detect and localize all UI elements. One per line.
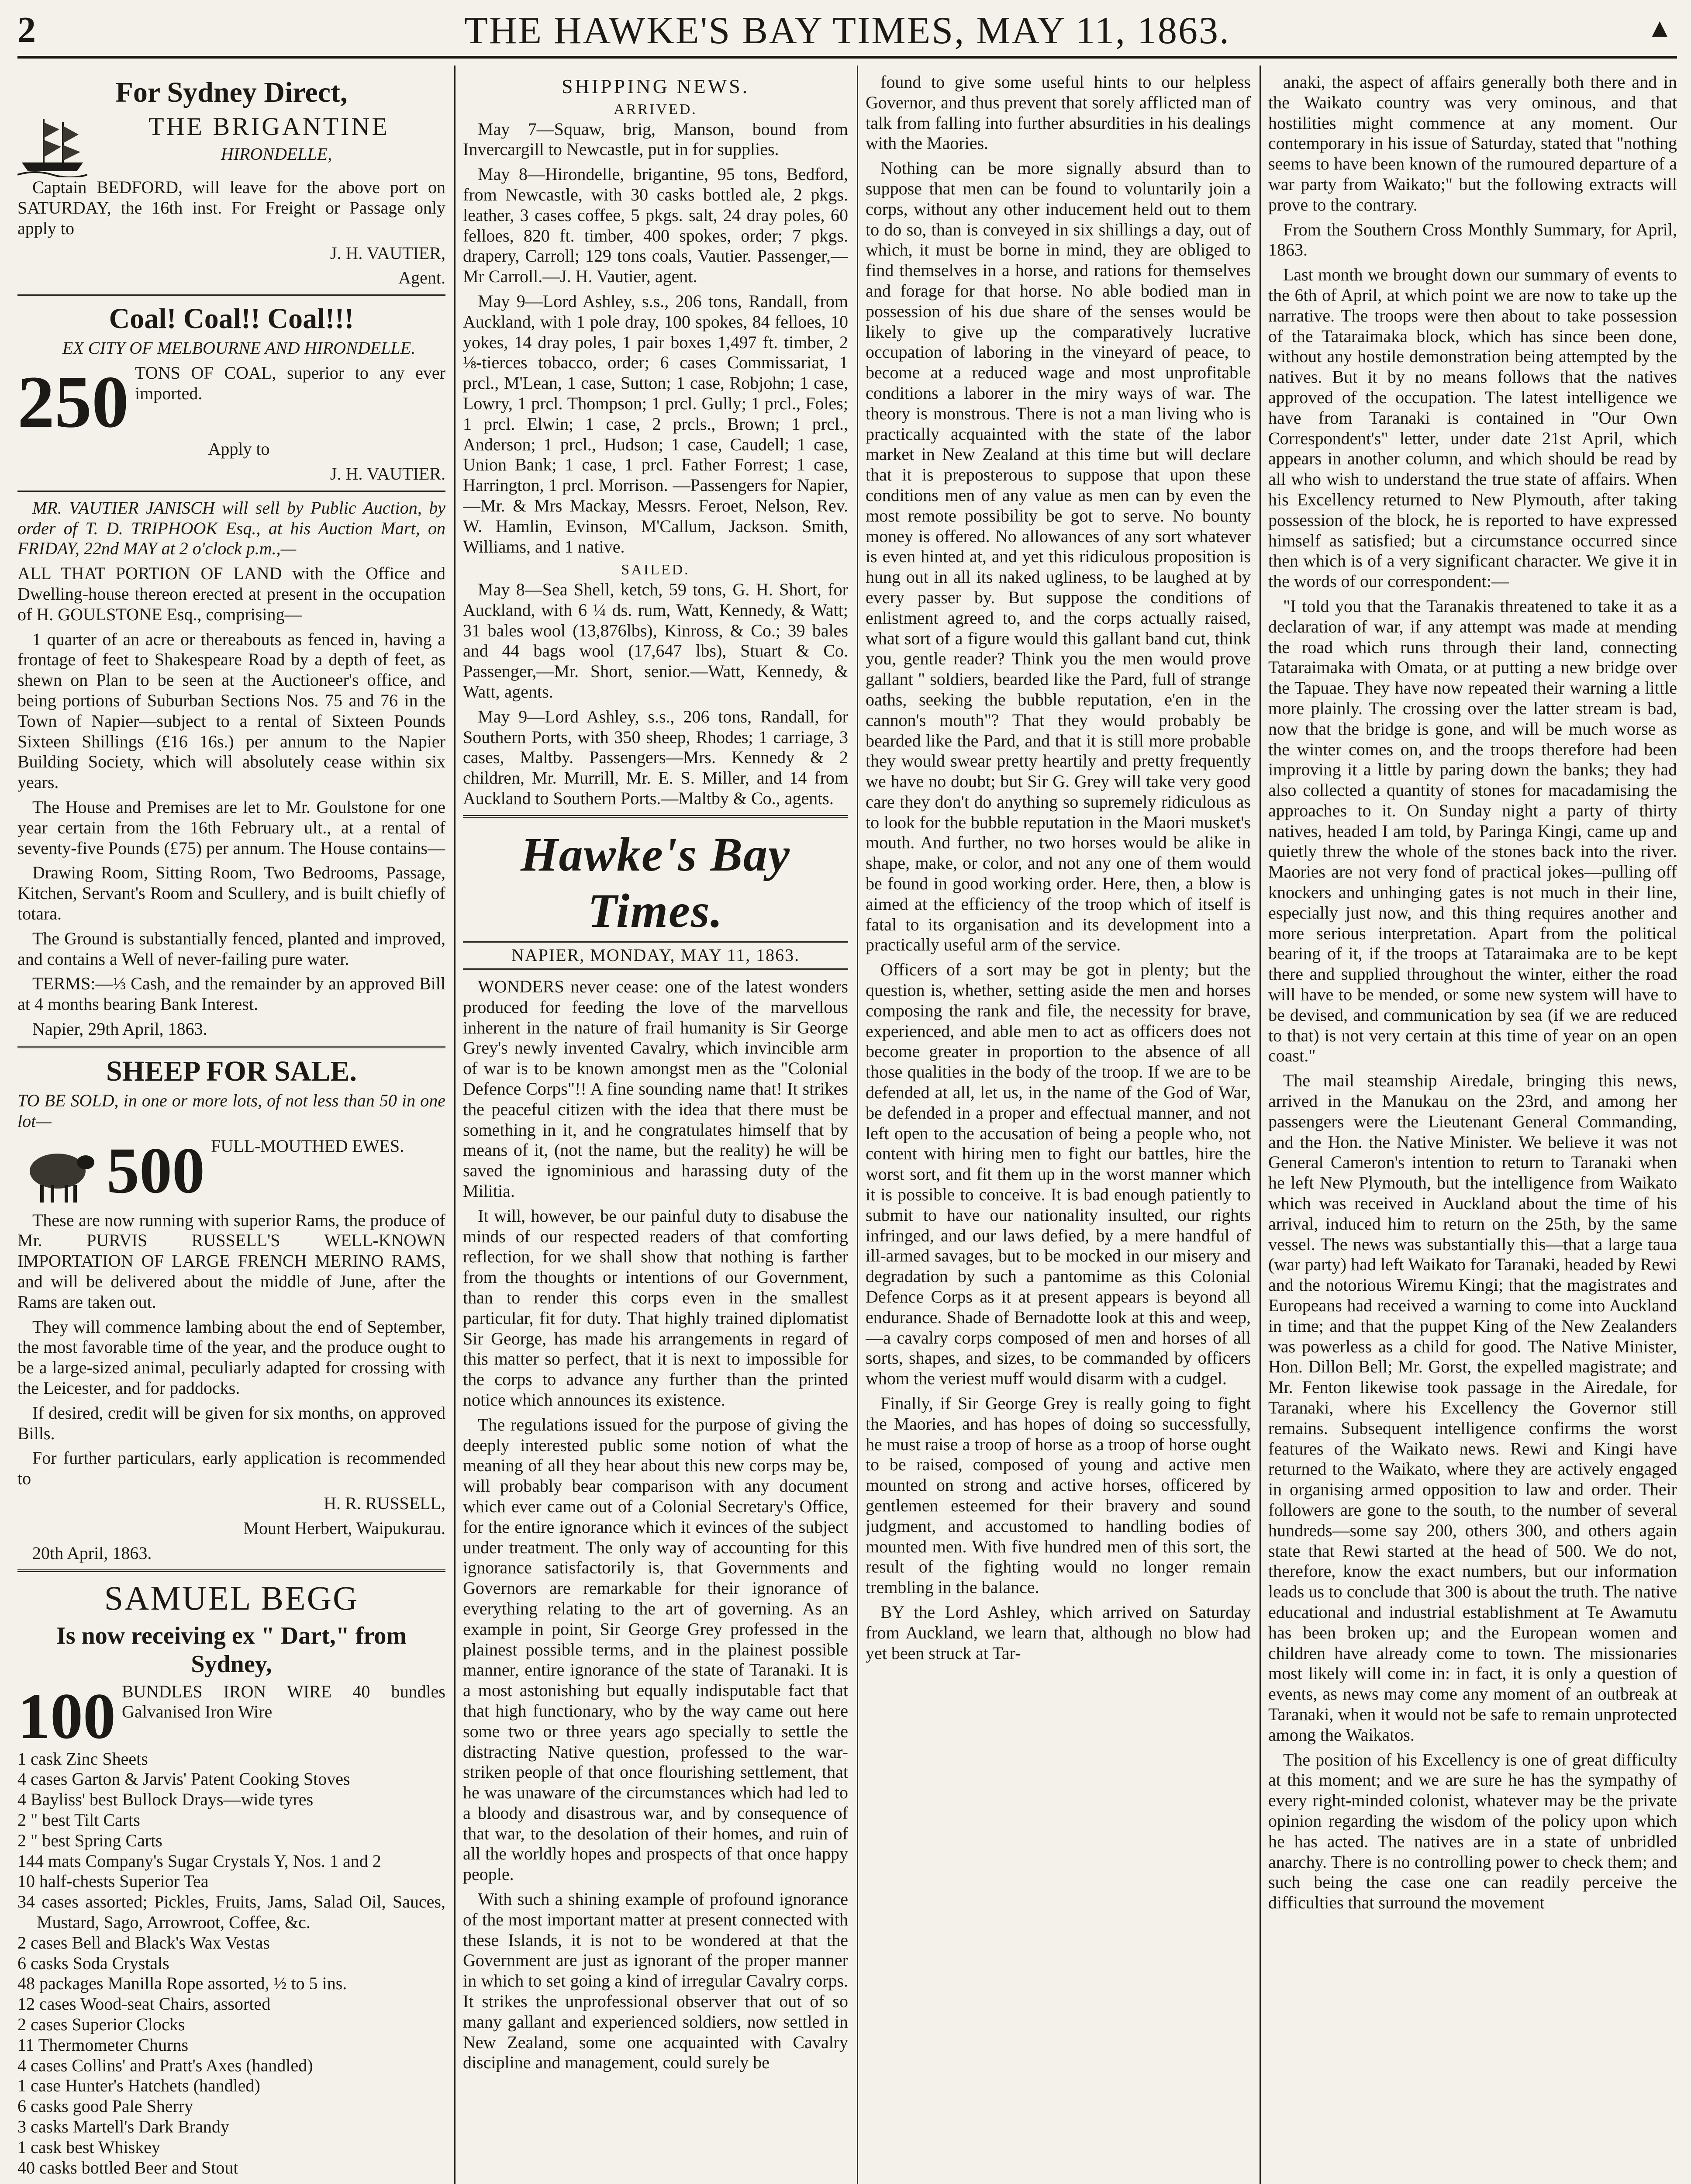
editorial-paragraph: Finally, if Sir George Grey is really going to fight the Maories, and has hopes of doing so successfully, he must raise a troop of horse as a troop of horse ought to be raised, composed of young and active men mounted on strong and active horses, officered by gentlemen esteemed for their bravery and sound judgment, and accustomed to handling bodies of mounted men. With five hundred men of this sort, the result of the fighting would no longer remain trembling in the balance.: [866, 1393, 1251, 1597]
goods-item: 1 cask best Whiskey: [17, 2137, 160, 2157]
sheep-icon: [17, 1136, 100, 1210]
apply-to: Apply to: [208, 439, 270, 459]
shipping-news-heading: SHIPPING NEWS.: [561, 75, 750, 97]
goods-item: 12 cases Wood-seat Chairs, assorted: [17, 1994, 271, 2014]
column-advertisements: [17, 72, 445, 2184]
goods-item: 4 Bayliss' best Bullock Drays—wide tyres: [17, 1790, 314, 1810]
masthead: Hawke's Bay Times.: [521, 827, 790, 937]
editorial-paragraph: Nothing can be more signally absurd than to suppose that men can be found to voluntarily join a corps, without any other inducement held out to them to do so, than is conveyed in six shillings a day, out of which, it must be borne in mind, they are obliged to find themselves in a horse, and rations for themselves and forage for that horse. No able bodied man in possession of his due share of the senses would be likely to give up the comparatively lucrative occupation of laboring in the vineyard of peace, to become at a reduced wage and most unprofitable conditions a laborer in the miry ways of war. The theory is monstrous. There is not a man living who is practically acquainted with the state of the labor market in New Zealand at this time but will declare that it is preposterous to suppose that upon these conditions men of any value as men can by even the most remote possibility be got to serve. No bounty money is offered. No allowances of any sort whatever is even hinted at, and yet this ridiculous proposition is hung out in all its naked ugliness, to be laughed at by every passer by. But suppose the conditions of enlistment agreed to, and the corps actually raised, what sort of a figure would this gallant band cut, think you, gentle reader? Think you the men would prove gallant " soldiers, bearded like the Pard, full of strange oaths, seeking the bubble reputation, e'en in the cannon's mouth"? That they would probably be bearded like the Pard, and that it is still more probable they would swear pretty heartily and pretty frequently we have no doubt; but Sir G. Grey will take very good care they don't do anything so supremely ridiculous as to look for the bubble reputation in the Maori musket's mouth. And further, no two horses would be alike in shape, make, or color, and not any one of them would be found in good working order. Here, then, a blow is aimed at the efficiency of the troop which of itself is fatal to its organisation and its development into a practically useful arm of the service.: [866, 158, 1251, 955]
seller-name: H. R. RUSSELL,: [324, 1493, 445, 1513]
land-terms: TERMS:—⅓ Cash, and the remainder by an approved Bill at 4 months bearing Bank Interest.: [17, 974, 445, 1014]
editorial-dateline: NAPIER, MONDAY, MAY 11, 1863.: [463, 941, 848, 970]
goods-item: 48 packages Manilla Rope assorted, ½ to 5 ins.: [17, 1973, 347, 1994]
sheep-paragraph: If desired, credit will be given for six months, on approved Bills.: [17, 1403, 445, 1443]
auction-notice: MR. VAUTIER JANISCH will sell by Public Auction, by order of T. D. TRIPHOOK Esq., at his Auction Mart, on FRIDAY, 22nd MAY at 2 o'clock p.m.,—: [17, 498, 445, 559]
goods-item: 1 cask Zinc Sheets: [17, 1749, 148, 1769]
goods-item: 6 casks good Pale Sherry: [17, 2096, 193, 2116]
page-number: 2: [17, 10, 36, 50]
departures-list: [463, 580, 848, 809]
editorial-paragraph: The regulations issued for the purpose of giving the deeply interested public some notion of what the meaning of all they hear about this new corps may be, will probably bear comparison with any document which ever came out of a Colonial Secretary's Office, for the entire ignorance which it evinces of the subject under treatment. The only way of accounting for this ignorance satisfactorily is, that Governments and Governors are remarkable for their ignorance of everything relating to the art of governing. As an example in point, Sir George Grey professed in the plainest possible terms, and in the plainest possible manner, entire ignorance of the state of Taranaki. It is a most astonishing but equally indisputable fact that that high functionary, who by the way came out here some two or three years ago specially to settle the distracting Native question, professed to the war-striken people of that once flourishing settlement, that he was unaware of the circumstances which had led to a bloody and disastrous war, and by consequence of that war, to the desolation of their homes, and ruin of all the worldly hopes and prospects of that once happy people.: [463, 1414, 848, 1884]
sheep-paragraph: These are now running with superior Rams, the produce of Mr. PURVIS RUSSELL'S WELL-KNOWN IMPORTATION OF LARGE FRENCH MERINO RAMS, and will be delivered about the middle of June, after the Rams are taken out.: [17, 1210, 445, 1312]
goods-item: 2 cases Superior Clocks: [17, 2014, 185, 2034]
ad-land-auction: [17, 498, 445, 1040]
sailed-heading: SAILED.: [621, 562, 690, 578]
merchant-name: SAMUEL BEGG: [104, 1579, 359, 1617]
goods-item: 34 cases assorted; Pickles, Fruits, Jams, Salad Oil, Sauces, Mustard, Sago, Arrowroot, Coffee, &c.: [17, 1892, 445, 1932]
ad-subheading: TO BE SOLD, in one or more lots, of not less than 50 in one lot—: [17, 1090, 445, 1131]
departure-entry: May 8—Sea Shell, ketch, 59 tons, G. H. Short, for Auckland, with 6 ¼ ds. rum, Watt, Kennedy, & Watt; 31 bales wool (13,876lbs), Kinross, & Co.; 39 bales and 44 bags wool (17,647 lbs), Stuart & Co. Passenger,—Mr. Short, senior.—Watt, Kennedy, & Watt, agents.: [463, 580, 848, 702]
land-date: Napier, 29th April, 1863.: [32, 1019, 207, 1039]
agent-role: Agent.: [398, 268, 445, 288]
ad-body: Captain BEDFORD, will leave for the above port on SATURDAY, the 16th inst. For Freight or Passage only apply to: [17, 177, 445, 238]
goods-item: 4 cases Collins' and Pratt's Axes (handled): [17, 2055, 313, 2075]
goods-item: 3 casks Martell's Dark Brandy: [17, 2116, 229, 2136]
ad-heading: Coal! Coal!! Coal!!!: [109, 303, 354, 335]
land-paragraph: ALL THAT PORTION OF LAND with the Office and Dwelling-house thereon erected at present in the occupation of H. GOULSTONE Esq., comprising—: [17, 563, 445, 624]
wire-quantity: 100: [17, 1679, 116, 1752]
goods-item: 144 mats Company's Sugar Crystals Y, Nos. 1 and 2: [17, 1851, 381, 1871]
news-paragraph: From the Southern Cross Monthly Summary, for April, 1863.: [1268, 219, 1677, 260]
ad-heading: SHEEP FOR SALE.: [106, 1055, 357, 1087]
land-paragraph: 1 quarter of an acre or thereabouts as fenced in, having a frontage of feet to Shakespeare Road by a depth of feet, as shewn on Plan to be seen at the Auctioneer's office, and being portions of Suburban Sections Nos. 75 and 76 in the Town of Napier—subject to a rental of Sixteen Pounds Sixteen Shillings (£16 16s.) per annum to the Napier Building Society, which will absolutely cease within six years.: [17, 629, 445, 792]
goods-item: 2 " best Tilt Carts: [17, 1810, 140, 1830]
sheep-paragraph: They will commence lambing about the end of September, the most favorable time of the year, and the produce ought to be a large-sized animal, peculiarly adapted for crossing with the Leicester, and for paddocks.: [17, 1317, 445, 1398]
editorial-paragraph: Officers of a sort may be got in plenty; but the question is, whether, setting aside the men and horses composing the rank and file, the necessity for brave, experienced, and able men to act as officers does not become greater in proportion to the absence of all those qualities in the body of the troop. If we are to be defended at all, let us, in the name of the God of War, be defended in a proper and effectual manner, and not left open to the accusation of being a people who, not content with hiring men to fight our battles, hire the worst sort, and fit them up in the worst manner which it is possible to conceive. It is bad enough patiently to submit to have our nationality insulted, our rights infringed, and our laws defied, by a mere handful of ill-armed savages, but to be mocked in our misery and degradation by such a pantomime as this Colonial Defence Corps as it at present appears is beyond all endurance. Shade of Bernadotte look at this and weep,—a cavalry corps composed of men and horses of all sorts, shapes, and sizes, to be commanded by officers whom the veriest muff would disarm with a cudgel.: [866, 960, 1251, 1389]
ship-icon: [17, 112, 87, 177]
editorial-body: [463, 977, 848, 2073]
ad-sydney-direct: [17, 76, 445, 288]
goods-item: 40 casks bottled Beer and Stout: [17, 2157, 238, 2177]
page-header: [17, 9, 1677, 52]
column-divider: [1260, 66, 1261, 2184]
column-divider: [857, 66, 858, 2184]
sheep-quantity: 500: [107, 1134, 205, 1207]
goods-item: 1 case Hunter's Hatchets (handled): [17, 2076, 260, 2096]
ad-heading: For Sydney Direct,: [115, 76, 348, 108]
column-news: [1268, 72, 1677, 2184]
arrivals-list: [463, 119, 848, 557]
ship-name: HIRONDELLE,: [221, 144, 332, 164]
goods-item: 2 cases Bell and Black's Wax Vestas: [17, 1932, 270, 1952]
editorial-body: [866, 72, 1251, 1663]
ad-subheading: Is now receiving ex " Dart," from Sydney,: [56, 1622, 407, 1678]
lead-item: BUNDLES IRON WIRE 40 bundles Galvanised Iron Wire: [122, 1681, 445, 1722]
news-paragraph: The position of his Excellency is one of great difficulty at this moment; and we are sure he has the sympathy of every right-minded colonist, whatever may be the private opinion regarding the wisdom of the policy upon which he has acted. The natives are in a state of unbridled anarchy. There is no controlling power to check them; and such being the case one can readily perceive the difficulties that surround the movement: [1268, 1749, 1677, 1913]
news-paragraph: Last month we brought down our summary of events to the 6th of April, at which point we are now to take up the narrative. The troops were then about to take possession of the Tataraimaka block, which has since been done, without any hostile demonstration being attempted by the natives. But it by no means follows that the natives approved of the occupation. The latest intelligence we have from Taranaki is contained in "Our Own Correspondent's" letter, under date 21st April, which appears in another column, and which should be read by all who wish to understand the true state of affairs. When his Excellency returned to New Plymouth, after taking possession of the block, he is reported to have expressed himself as satisfied; but a circumstance occurred since then which is of a very significant character. We give it in the words of our correspondent:—: [1268, 265, 1677, 591]
column-shipping-editorial: [463, 72, 848, 2184]
ad-separator: [17, 491, 445, 492]
sheep-paragraph: For further particulars, early application is recommended to: [17, 1448, 445, 1489]
section-separator: [463, 815, 848, 818]
newspaper-title: THE HAWKE'S BAY TIMES, MAY 11, 1863.: [464, 10, 1230, 52]
sheep-date: 20th April, 1863.: [32, 1543, 152, 1563]
ad-body: TONS OF COAL, superior to any ever imported.: [135, 363, 445, 404]
news-body: [1268, 72, 1677, 1913]
land-paragraph: The Ground is substantially fenced, planted and improved, and contains a Well of never-failing pure water.: [17, 928, 445, 969]
news-paragraph: anaki, the aspect of affairs generally both there and in the Waikato country was very ominous, and that hostilities might commence at any moment. Our contemporary in his issue of Saturday, stated that "nothing seems to have been known of the rumoured departure of a war party from Waikato;" but the following extracts will prove to the contrary.: [1268, 72, 1677, 214]
arrival-entry: May 8—Hirondelle, brigantine, 95 tons, Bedford, from Newcastle, with 30 casks bottled ale, 2 pkgs. leather, 3 cases coffee, 5 pkgs. salt, 24 dray poles, 60 felloes, 820 ft. timber, 400 spokes, order; 7 pkgs. drapery, Carroll; 129 tons coals, Vautier. Passenger,—Mr Carroll.—J. H. Vautier, agent.: [463, 164, 848, 287]
column-editorial-continued: [866, 72, 1251, 2184]
ad-separator: [17, 1046, 445, 1048]
ad-subheading: THE BRIGANTINE: [148, 112, 390, 141]
arrival-entry: May 9—Lord Ashley, s.s., 206 tons, Randall, from Auckland, with 1 pole dray, 100 spokes, 84 felloes, 10 yokes, 14 dray poles, 1 pair boxes 1,497 ft. timber, 2 ⅛-tierces tobacco, order; 6 cases Commissariat, 1 prcl., M'Lean, 1 case, Sutton; 1 case, Robjohn; 1 case, Lowry, 1 prcl. Thompson; 1 prcl. Gully; 1 prcl., Foles; 1 prcl. Elwin; 1 case, 2 prcls., Brown; 1 prcl., Anderson; 1 prcl., Hudson; 1 case, Caudell; 1 case, Union Bank; 1 case, 1 prcl. Father Forrest; 1 case, Harrington, 1 prcl. Morrison. —Passengers for Napier,—Mr. & Mrs Mackay, Messrs. Feroet, Nelson, Rev. W. Hamlin, Evinson, M'Callum, Jackson. Smith, Williams, and 1 native.: [463, 291, 848, 556]
goods-item: 4 cases Garton & Jarvis' Patent Cooking Stoves: [17, 1769, 350, 1789]
land-paragraph: Drawing Room, Sitting Room, Two Bedrooms, Passage, Kitchen, Servant's Room and Scullery, and is built chiefly of totara.: [17, 863, 445, 923]
ornament-icon: ▲: [1646, 14, 1673, 42]
arrival-entry: May 7—Squaw, brig, Manson, bound from Invercargill to Newcastle, put in for supplies.: [463, 119, 848, 159]
ad-subheading: EX CITY OF MELBOURNE AND HIRONDELLE.: [62, 338, 416, 358]
ad-separator: [17, 294, 445, 296]
editorial-paragraph: It will, however, be our painful duty to disabuse the minds of our respected readers of that comforting reflection, for we shall show that nothing is farther from the thoughts or intentions of our Government, than to render this corps even in the smallest particular, fit for duty. That highly trained diplomatist Sir George, has made his arrangements in regard of this matter so perfect, that it is next to impossible for the corps to advance any further than the printed notice which announces its existence.: [463, 1206, 848, 1410]
goods-list: [17, 1749, 445, 2178]
editorial-paragraph: BY the Lord Ashley, which arrived on Saturday from Auckland, we learn that, although no blow had yet been struck at Tar-: [866, 1602, 1251, 1663]
header-rule: [17, 56, 1677, 59]
ad-coal: [17, 302, 445, 484]
news-paragraph: "I told you that the Taranakis threatened to take it as a declaration of war, if any attempt was made at mending the road which runs through their land, connecting Tataraimaka with Omata, or at putting a new bridge over the Tapuae. They have now repeated their warning a little more plainly. The crossing over the latter stream is bad, now that the bridge is gone, and will be much worse as the winter comes on, and the troops therefore had been improving it a little by paring down the banks; they had also collected a quantity of stones for macadamising the approaches to it. On Sunday night a party of thirty natives, headed I am told, by Paringa Kingi, came up and quietly threw the whole of the stones back into the river. Maories are not very fond of practical jokes—pulling off knockers and unhinging gates is not much in their line, especially just now, and this thing requires another and more serious interpretation. Apart from the political bearing of it, if the troops at Tataraimaka are to be kept there and supplied throughout the winter, either the road will have to be mended, or some new system will have to be devised, and communication by sea (if we are reduced to that) is not very certain at this time of year on an open coast.": [1268, 596, 1677, 1066]
agent-name: J. H. VAUTIER,: [330, 243, 445, 263]
editorial-paragraph: found to give some useful hints to our helpless Governor, and thus prevent that sorely afflicted man of talk from falling into further absurdities in his dealings with the Maories.: [866, 72, 1251, 153]
ad-sheep: [17, 1054, 445, 1564]
goods-item: 6 casks Soda Crystals: [17, 1953, 169, 1973]
departure-entry: May 9—Lord Ashley, s.s., 206 tons, Randall, for Southern Ports, with 350 sheep, Rhodes; 1 carriage, 3 cases, Maltby. Passengers—Mrs. Kennedy & 2 children, Mr. Murrill, Mr. E. S. Miller, and 14 from Auckland to Southern Ports.—Maltby & Co., agents.: [463, 706, 848, 809]
arrived-heading: ARRIVED.: [614, 101, 697, 117]
editorial-paragraph: WONDERS never cease: one of the latest wonders produced for feeding the love of the marvellous inherent in the nature of frail humanity is Sir George Grey's newly invented Cavalry, which invincible arm of war is to be known amongst men as the "Colonial Defence Corps"!! A fine sounding name that! It strikes the peaceful citizen with the idea that there must be something in it, and he congratulates himself that by means of it, (not the name, but the reality) he will be saved the ignominious and harassing duty of the Militia.: [463, 977, 848, 1201]
goods-item: 11 Thermometer Churns: [17, 2035, 189, 2055]
ad-samuel-begg: [17, 1578, 445, 2184]
land-paragraph: The House and Premises are let to Mr. Goulstone for one year certain from the 16th February ult., at a rental of seventy-five Pounds (£75) per annum. The House contains—: [17, 797, 445, 858]
agent-name: J. H. VAUTIER.: [330, 464, 445, 484]
ad-separator: [17, 1569, 445, 1572]
goods-item: 10 half-chests Superior Tea: [17, 1871, 209, 1891]
seller-place: Mount Herbert, Waipukurau.: [243, 1518, 445, 1538]
column-divider: [454, 66, 456, 2184]
sheep-label: FULL-MOUTHED EWES.: [211, 1136, 404, 1156]
coal-quantity: 250: [17, 361, 129, 443]
news-paragraph: The mail steamship Airedale, bringing this news, arrived in the Manukau on the 23rd, and among her passengers were the Lieutenant General Commanding, and the Hon. the Native Minister. We believe it was not General Cameron's intention to return to Taranaki when he left New Plymouth, but the intelligence from Waikato which was received in Auckland about the time of his arrival, induced him to return on the 25th, by the same vessel. The news was substantially this—that a large taua (war party) had left Waikato for Taranaki, headed by Rewi and the notorious Wiremu Kingi; that the magistrates and Europeans had received a warning to come into Auckland in time; and that the puppet King of the New Zealanders was powerless as a child for good. The Native Minister, Hon. Dillon Bell; Mr. Gorst, the expelled magistrate; and Mr. Fenton likewise took passage in the Airedale, for Taranaki, where his Excellency the Governor still remains. Subsequent intelligence confirms the worst features of the Waikato news. Rewi and Kingi have returned to the Waikato, where they are actively engaged in organising armed opposition to law and order. Their followers are gone to the south, to the number of several hundreds—some say 200, others 300, and others again state that Rewi started at the head of 500. We do not, therefore, know the exact numbers, but our information leads us to conclude that 300 is about the truth. The native educational and industrial establishment at Te Awamutu has been broken up; and the European women and children have already come to town. The missionaries most likely will come in: in fact, it is only a question of events, as news may come any moment of an outbreak at Taranaki, when it would not be safe to remain unprotected among the Waikatos.: [1268, 1071, 1677, 1745]
goods-item: 2 " best Spring Carts: [17, 1830, 162, 1850]
editorial-paragraph: With such a shining example of profound ignorance of the most important matter at present connected with these Islands, it is not to be wondered at that the Government are just as ignorant of the proper manner in which to set going a kind of irregular Cavalry corps. It strikes the unprofessional observer that out of so many gallant and experienced soldiers, now settled in New Zealand, some one acquainted with Cavalry discipline and management, could surely be: [463, 1889, 848, 2073]
